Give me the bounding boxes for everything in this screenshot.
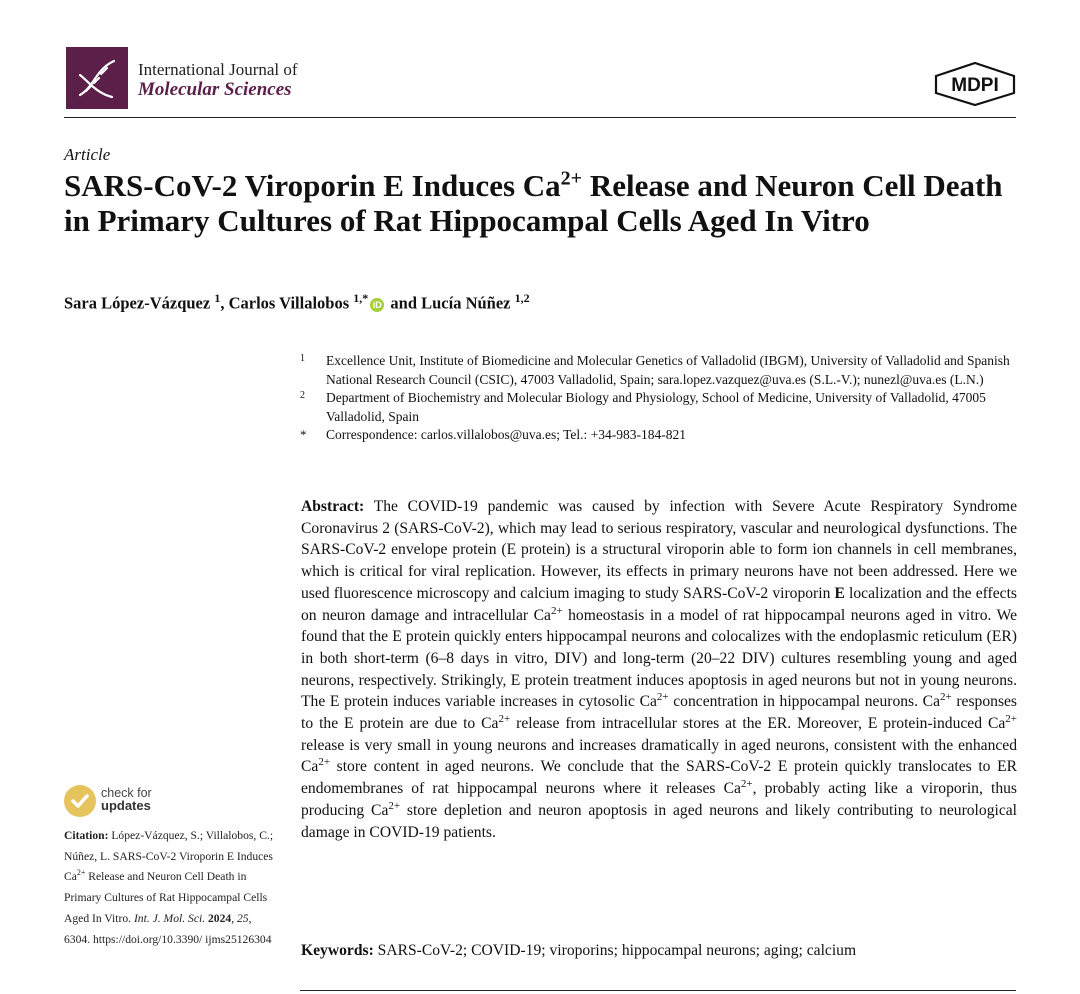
affiliation-item bbox=[300, 352, 1020, 389]
abstract-text: homeostasis in a model of rat hippocampal neurons aged in vitro. We found that the E protein quickly enters hippocampal neurons and colocalizes with the endoplasmic reticulum (ER) in both short-term (6–8 days in vitro, DIV) and long-term (20–22 DIV) cultures resembling young and aged neurons, respectively. Strikingly, E protein treatment induces apoptosis in aged neurons but not in young neurons. The E protein induces variable increases in cytosolic Ca bbox=[301, 606, 1017, 711]
journal-name bbox=[138, 60, 298, 100]
abstract-text-bold: E bbox=[834, 584, 845, 602]
affiliation-text: Excellence Unit, Institute of Biomedicine and Molecular Genetics of Valladolid (IBGM), University of Valladolid and Spanish National Research Council (CSIC), 47003 Valladolid, Spain; sara.lopez.vazquez@uva.es (S.L.-V.); nunezl@uva.es (L.N.) bbox=[326, 353, 1010, 387]
abstract-text: , probably acting like a viroporin, thus producing Ca bbox=[301, 780, 1017, 819]
abstract-superscript: 2+ bbox=[550, 604, 563, 617]
abstract-superscript: 2+ bbox=[388, 799, 401, 812]
abstract-superscript: 2+ bbox=[1005, 712, 1018, 725]
keywords-text: SARS-CoV-2; COVID-19; viroporins; hippocampal neurons; aging; calcium bbox=[373, 942, 857, 959]
citation-journal: Int. J. Mol. Sci. bbox=[133, 911, 206, 925]
author-name: Sara López-Vázquez bbox=[64, 293, 211, 313]
author-name: Carlos Villalobos bbox=[228, 293, 350, 313]
abstract-text: The COVID-19 pandemic was caused by infection with Severe Acute Respiratory Syndrome Coronavirus 2 (SARS-CoV-2), which may lead to serious respiratory, vascular and neurological dysfunctions. The SARS-CoV-2 envelope protein (E protein) is a structural viroporin able to form ion channels in cell membranes, which is critical for viral replication. However, its effects in primary neurons have not been addressed. Here we used fluorescence microscopy and calcium imaging to study SARS-CoV-2 viroporin bbox=[301, 498, 1017, 602]
updates-text: updates bbox=[101, 798, 151, 813]
orcid-icon[interactable]: iD bbox=[370, 298, 384, 312]
keywords bbox=[301, 941, 1017, 961]
citation-label: Citation: bbox=[64, 829, 109, 842]
abstract-superscript: 2+ bbox=[940, 691, 952, 704]
article-type: Article bbox=[64, 145, 111, 164]
abstract-text: store depletion and neuron apoptosis in aged neurons and likely contributing to neurological damage in COVID-19 patients. bbox=[301, 801, 1017, 841]
article-title bbox=[64, 168, 1024, 238]
author-affiliation-mark: 1,2 bbox=[514, 291, 530, 305]
citation-year: 2024 bbox=[208, 911, 232, 925]
check-for-updates-badge[interactable] bbox=[64, 785, 174, 819]
author-list: Sara López-Vázquez $^1$, Carlos Villalobos $^{1,*}$ iD and Lucía Núñez $^{1,2}$ bbox=[64, 291, 530, 313]
journal-name-line1: International Journal of bbox=[138, 60, 298, 79]
citation-text: López-Vázquez, S.; Villalobos, C.; Núñez, L. SARS-CoV-2 Viroporin E Induces Ca bbox=[64, 829, 274, 884]
title-part-2: Release and Neuron Cell Death in Primary Cultures of Rat Hippocampal Cells Aged In Vitro bbox=[64, 168, 1003, 238]
abstract-superscript: 2+ bbox=[498, 712, 511, 725]
affiliation-item bbox=[300, 426, 1020, 445]
affiliation-mark: 2 bbox=[300, 390, 305, 401]
citation-superscript: 2+ bbox=[76, 868, 86, 878]
publisher-name: MDPI bbox=[951, 75, 999, 96]
footer-rule bbox=[300, 990, 1016, 991]
author-affiliation-mark: 1 bbox=[214, 291, 221, 305]
author-separator: and bbox=[390, 293, 417, 313]
abstract-label: Abstract: bbox=[301, 498, 365, 515]
citation-text: , bbox=[231, 911, 237, 925]
citation-volume: 25 bbox=[236, 911, 249, 925]
abstract-text: release is very small in young neurons and increases dramatically in aged neurons, consistent with the enhanced Ca bbox=[301, 736, 1017, 776]
abstract-superscript: 2+ bbox=[656, 691, 669, 704]
header-rule bbox=[64, 117, 1016, 118]
abstract bbox=[301, 496, 1017, 843]
citation-text: Release and Neuron Cell Death in Primary Cultures of Rat Hippocampal Cells Aged In Vitro. bbox=[64, 870, 268, 925]
title-superscript: 2+ bbox=[560, 167, 583, 190]
journal-name-line2: Molecular Sciences bbox=[138, 79, 292, 100]
abstract-text: release from intracellular stores at the ER. Moreover, E protein-induced Ca bbox=[510, 715, 1006, 733]
abstract-text: responses to the E protein are due to Ca bbox=[301, 693, 1018, 733]
dna-logo-icon bbox=[66, 47, 128, 109]
abstract-text: localization and the effects on neuron damage and intracellular Ca bbox=[301, 584, 1017, 624]
citation bbox=[64, 826, 280, 950]
affiliation-item bbox=[300, 389, 1020, 426]
title-part-1: SARS-CoV-2 Viroporin E Induces Ca bbox=[64, 168, 561, 203]
keywords-label: Keywords: bbox=[301, 942, 374, 959]
mdpi-logo bbox=[934, 62, 1016, 106]
affiliation-mark: * bbox=[300, 427, 307, 442]
abstract-text: store content in aged neurons. We conclude that the SARS-CoV-2 E protein quickly translocates to ER endomembranes of rat hippocampal neurons where it releases Ca bbox=[301, 758, 1017, 798]
affiliation-text: Correspondence: carlos.villalobos@uva.es; Tel.: +34-983-184-821 bbox=[326, 427, 687, 442]
author-name: Lucía Núñez bbox=[421, 293, 511, 313]
check-circle-icon bbox=[64, 785, 96, 817]
author-affiliation-mark: 1,* bbox=[353, 291, 369, 305]
affiliation-mark: 1 bbox=[300, 353, 305, 364]
abstract-superscript: 2+ bbox=[740, 777, 753, 790]
affiliations bbox=[300, 352, 1020, 445]
affiliation-text: Department of Biochemistry and Molecular Biology and Physiology, School of Medicine, University of Valladolid, 47005 Valladolid, Spain bbox=[326, 390, 986, 424]
journal-logo bbox=[66, 47, 128, 109]
abstract-text: concentration in hippocampal neurons. Ca bbox=[668, 693, 940, 711]
check-for-text: check for bbox=[101, 786, 152, 800]
citation-text: , 6304. https://doi.org/10.3390/ ijms25126304 bbox=[64, 911, 272, 946]
abstract-superscript: 2+ bbox=[318, 756, 331, 769]
